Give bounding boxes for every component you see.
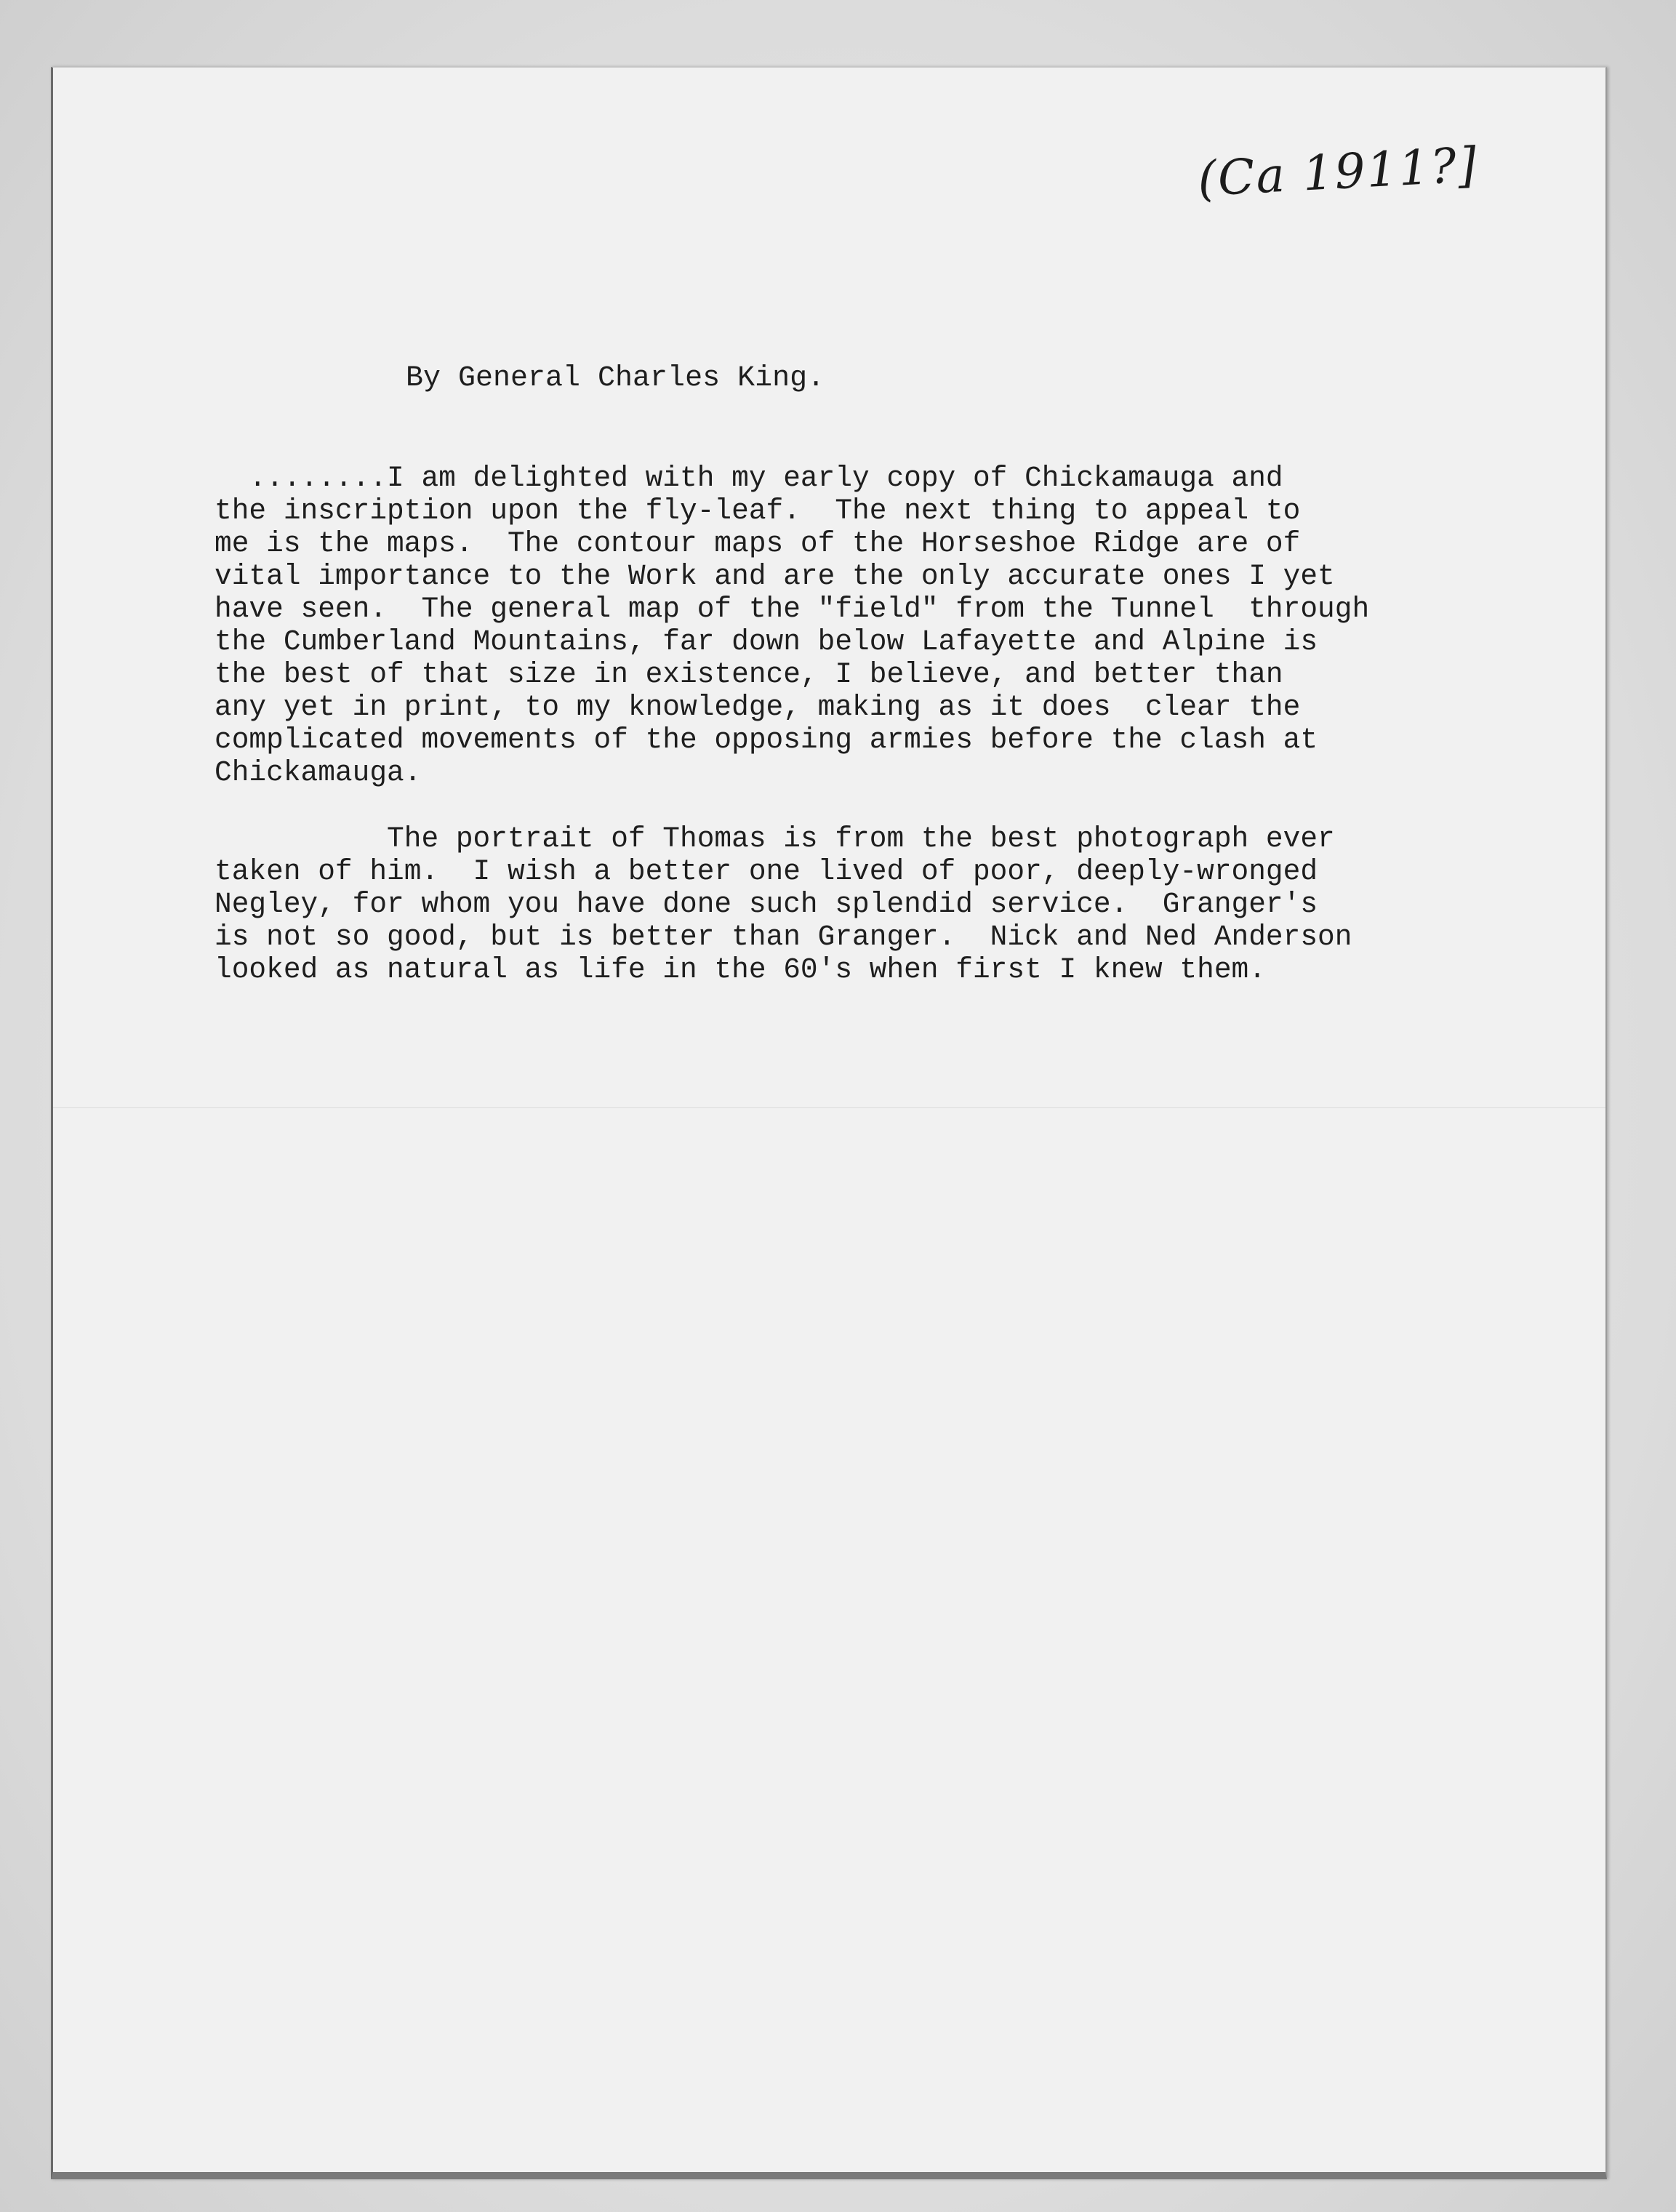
paper-fold-line [53,1107,1605,1108]
text-line: the inscription upon the fly-leaf. The next thing to appeal to [214,494,1301,527]
text-line: the best of that size in existence, I believe, and better than [214,658,1283,691]
text-line: complicated movements of the opposing armies before the clash at [214,724,1318,756]
text-line: Chickamauga. [214,756,422,789]
paragraph-2 [214,822,1352,986]
text-line: the Cumberland Mountains, far down below Lafayette and Alpine is [214,625,1318,658]
text-line: have seen. The general map of the "field" from the Tunnel through [214,593,1370,625]
paragraph-1 [214,462,1369,789]
text-line: The portrait of Thomas is from the best photograph ever [214,822,1335,855]
text-line: vital importance to the Work and are the only accurate ones I yet [214,560,1335,593]
text-line: looked as natural as life in the 60's when first I knew them. [214,953,1266,986]
byline: By General Charles King. [406,362,825,395]
handwritten-date-annotation: (Ca 1911?] [1196,136,1480,208]
text-line: is not so good, but is better than Granger. Nick and Ned Anderson [214,921,1352,953]
text-line: taken of him. I wish a better one lived of poor, deeply-wronged [214,855,1318,888]
typed-letter-page [51,67,1607,2179]
text-line: Negley, for whom you have done such splendid service. Granger's [214,888,1318,921]
text-line: me is the maps. The contour maps of the Horseshoe Ridge are of [214,527,1301,560]
text-line: ........I am delighted with my early copy of Chickamauga and [214,462,1283,494]
text-line: any yet in print, to my knowledge, making as it does clear the [214,691,1301,724]
